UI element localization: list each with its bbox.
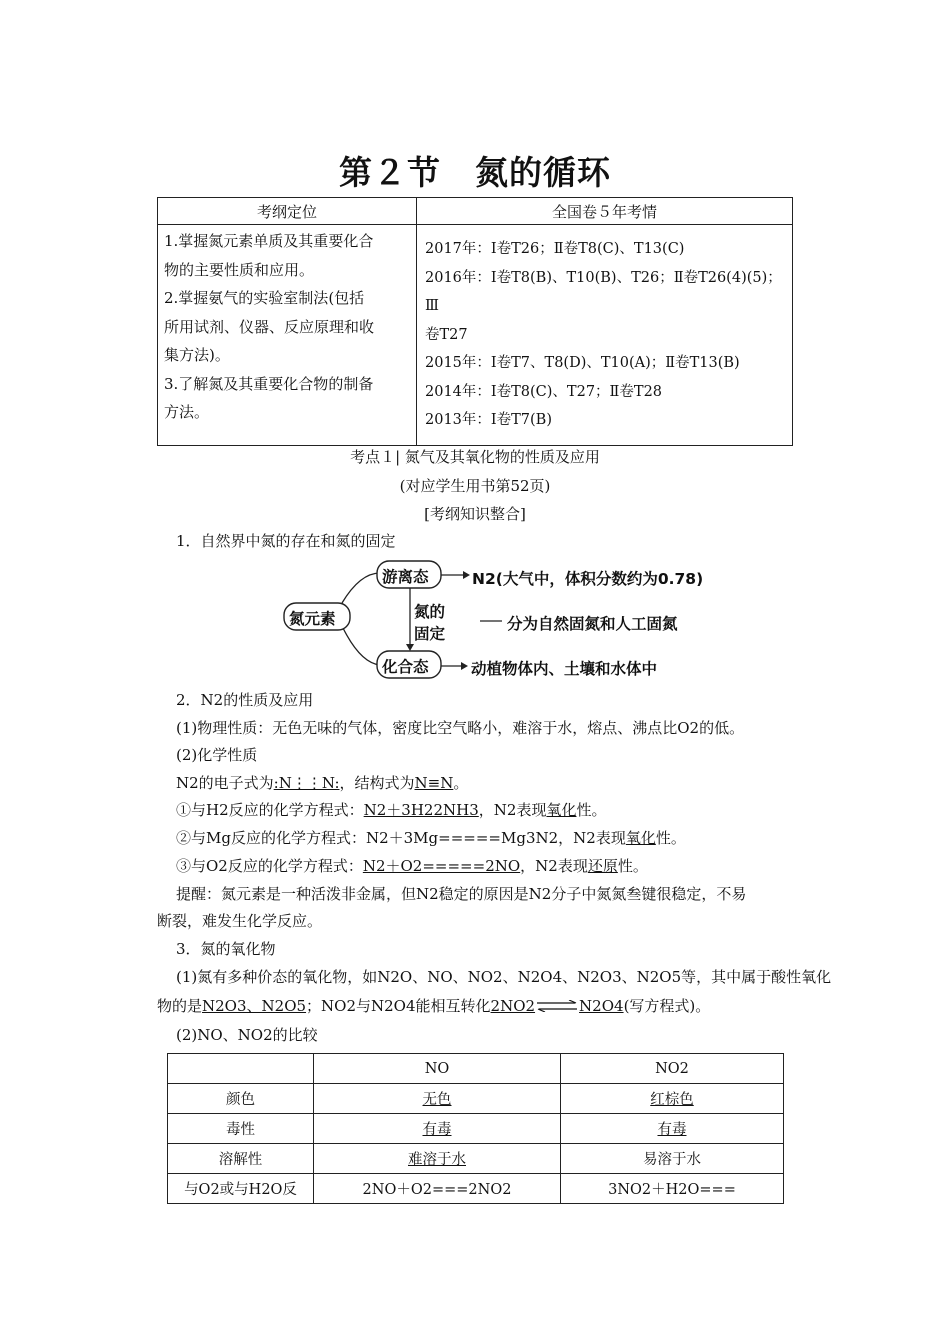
text: ②与Mg反应的化学方程式：N2＋3Mg=====Mg3N2，N2表现 [176,829,626,847]
reaction-mg [176,828,686,848]
reaction-h2 [176,800,606,820]
text: ①与H2反应的化学方程式： [176,801,364,819]
history-line: 2013年：Ⅰ卷T7(B) [425,412,552,428]
diagram-top-desc: N2(大气中，体积分数约为0.78) [472,570,704,588]
exam-outline-table [157,197,793,446]
text: 。 [453,774,469,792]
table-cell: 2NO＋O2===2NO2 [314,1174,561,1204]
table-row [168,1054,784,1084]
reaction-o2 [176,856,648,876]
text: ③与O2反应的化学方程式： [176,857,363,875]
tip-line-2: 断裂，难发生化学反应。 [157,912,323,930]
section-tag: [考纲知识整合] [424,505,526,523]
table-row [168,1114,784,1144]
kaodian-heading: 考点１| 氮气及其氧化物的性质及应用 [350,448,600,466]
history-line: 2014年：Ⅰ卷T8(C)、T27；Ⅱ卷T28 [425,383,663,400]
answer: 有毒 [422,1122,452,1138]
text: ，N2表现 [520,857,588,875]
diagram-bottom: 化合态 [382,658,429,676]
outline-line: 2.掌握氨气的实验室制法(包括 [164,289,365,307]
equation: N2＋O2=====2NO [362,857,521,875]
outline-header: 考纲定位 [158,198,417,225]
text: 性。 [655,829,686,847]
paragraph-3: 3．氮的氧化物 [176,940,276,958]
outline-content [158,225,417,446]
exam-history-content [417,225,793,446]
text: N2的电子式为 [176,774,274,792]
diagram-fix-desc: 分为自然固氮和人工固氮 [507,615,678,633]
diagram-bottom-desc: 动植物体内、土壤和水体中 [471,660,658,678]
answer: 有毒 [657,1122,687,1138]
table-cell: 与O2或与H2O反 [168,1174,314,1204]
history-line: 卷T27 [425,326,468,343]
outline-line: 所用试剂、仪器、反应原理和收 [164,317,375,336]
bottom-link-arrow [461,662,468,670]
diagram-top: 游离态 [382,568,429,586]
comparison-heading: (2)NO、NO2的比较 [176,1026,318,1044]
history-line: 2017年：Ⅰ卷T26；Ⅱ卷T8(C)、T13(C) [425,241,685,257]
table-row [168,1144,784,1174]
table-cell: 3NO2＋H2O=== [561,1174,784,1204]
reactant: 2NO2 [490,997,536,1015]
answer: 无色 [422,1092,452,1108]
history-line: 2015年：Ⅰ卷T7、T8(D)、T10(A)；Ⅱ卷T13(B) [425,355,740,371]
physical-properties: (1)物理性质：无色无味的气体，密度比空气略小，难溶于水，熔点、沸点比O2的低。 [176,719,745,737]
outline-line: 方法。 [164,403,210,421]
structural-formula: N≡N [414,774,454,792]
paragraph-2: 2．N2的性质及应用 [176,691,314,709]
tip-line-1: 提醒：氮元素是一种活泼非金属，但N2稳定的原因是N2分子中氮氮叁键很稳定，不易 [176,885,747,903]
electron-formula: :N⋮⋮N: [273,774,340,792]
table-cell: 毒性 [168,1114,314,1144]
table-cell [561,1114,784,1144]
exam-history-header: 全国卷５年考情 [417,198,793,225]
diagram-fix-2: 固定 [414,625,446,643]
connector-top [342,573,380,603]
connector-bottom [342,626,380,665]
acidic-oxides: N2O3、N2O5 [202,997,307,1015]
product: N2O4 [579,997,624,1015]
book-reference: (对应学生用书第52页) [399,477,551,495]
outline-line: 集方法)。 [164,346,230,364]
outline-line: 1.掌握氮元素单质及其重要化合 [164,232,374,250]
table-row [168,1084,784,1114]
equation: N2＋3H22NH3 [363,801,479,819]
answer: 难溶于水 [408,1152,466,1168]
text: 性。 [576,801,607,819]
equilibrium-arrow-icon [535,997,579,1017]
table-cell [314,1084,561,1114]
table-cell: NO [314,1054,561,1084]
diagram-center: 氮元素 [289,610,336,628]
table-cell: 溶解性 [168,1144,314,1174]
table-cell: 颜色 [168,1084,314,1114]
outline-line: 物的主要性质和应用。 [164,260,315,279]
answer: 还原 [587,857,618,875]
paragraph-1: 1．自然界中氮的存在和氮的固定 [176,532,396,550]
chemical-properties: (2)化学性质 [176,746,258,764]
text: ，结构式为 [339,774,415,792]
arrow-head [406,644,414,651]
answer: 红棕色 [650,1092,694,1108]
table-cell [168,1054,314,1084]
table-cell [314,1144,561,1174]
text: ；NO2与N2O4能相互转化 [306,997,491,1015]
oxides-line-2 [157,996,710,1017]
history-line: 2016年：Ⅰ卷T8(B)、T10(B)、T26；Ⅱ卷T26(4)(5)；Ⅲ [425,269,782,314]
text: ，N2表现 [478,801,547,819]
top-link-arrow [463,571,470,579]
no-no2-comparison-table [167,1053,784,1204]
text: 性。 [617,857,648,875]
text: 物的是 [157,997,203,1015]
electron-formula-line [176,773,468,793]
table-cell [561,1084,784,1114]
page-title: 第２节 氮的循环 [339,153,611,192]
table-cell [314,1114,561,1144]
table-cell: NO2 [561,1054,784,1084]
answer: 氧化 [546,801,577,819]
table-row [168,1174,784,1204]
oxides-line-1: (1)氮有多种价态的氧化物，如N2O、NO、NO2、N2O4、N2O3、N2O5等，其中属于酸性氧化 [176,968,832,986]
text: (写方程式)。 [623,997,711,1015]
table-cell: 易溶于水 [561,1144,784,1174]
diagram-fix-1: 氮的 [414,603,446,621]
outline-line: 3.了解氮及其重要化合物的制备 [164,374,374,393]
answer: 氧化 [625,829,656,847]
